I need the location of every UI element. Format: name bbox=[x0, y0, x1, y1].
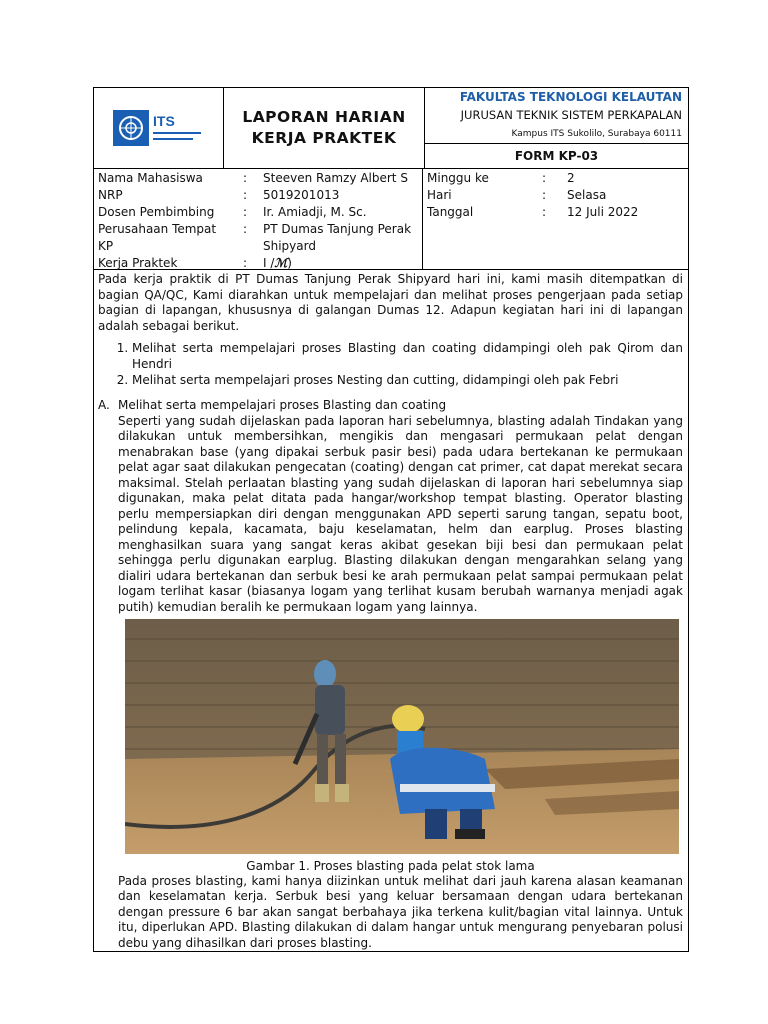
section-a-heading: A. Melihat serta mempelajari proses Blasting dan coating bbox=[98, 398, 447, 412]
student-info bbox=[94, 169, 688, 270]
section-a-after-paragraph: Pada proses blasting, kami hanya diizinkan untuk melihat dari jauh karena alasan keamanan dan keselamatan kerja. Serbuk besi yang keluar bersamaan dengan udara bertekanan dengan pressure 6 bar akan sangat berbahaya jika terkena kulit/bagian vital lainnya. Untuk itu, diperlukan APD. Blasting dilakukan di dalam hangar untuk mengurang penyebaran polusi debu yang dihasilkan dari proses blasting. bbox=[118, 873, 683, 950]
handwritten-mark: ℳ bbox=[274, 256, 288, 270]
info-row-nrp: NRP : 5019201013 bbox=[98, 188, 340, 202]
info-row-company-cont: KP Shipyard bbox=[98, 239, 316, 253]
title-line-1: LAPORAN HARIAN bbox=[242, 108, 406, 126]
info-row-kp: Kerja Praktek : I /ℳ) bbox=[98, 256, 292, 270]
report-form bbox=[93, 87, 689, 952]
info-row-supervisor: Dosen Pembimbing : Ir. Amiadji, M. Sc. bbox=[98, 205, 367, 219]
info-row-day: Hari : Selasa bbox=[427, 188, 607, 202]
department-name: JURUSAN TEKNIK SISTEM PERKAPALAN bbox=[460, 108, 682, 122]
form-header bbox=[94, 88, 688, 169]
list-item: 1. Melihat serta mempelajari proses Blasting dan coating didampingi oleh pak Qirom dan Hendri bbox=[132, 340, 683, 372]
svg-text:ITS: ITS bbox=[152, 113, 175, 129]
list-item: 2. Melihat serta mempelajari proses Nesting dan cutting, didampingi oleh pak Febri bbox=[132, 372, 683, 388]
info-row-week: Minggu ke : 2 bbox=[427, 171, 575, 185]
form-code: FORM KP-03 bbox=[514, 149, 599, 163]
faculty-name: FAKULTAS TEKNOLOGI KELAUTAN bbox=[459, 90, 682, 104]
blasting-photo bbox=[125, 619, 679, 854]
info-row-date: Tanggal : 12 Juli 2022 bbox=[427, 205, 639, 219]
title-line-2: KERJA PRAKTEK bbox=[251, 129, 397, 147]
section-a-paragraph: Seperti yang sudah dijelaskan pada laporan hari sebelumnya, blasting adalah Tindakan yang dilakukan untuk membersihkan, mengikis dan mengasari permukaan pelat dengan menabrakan base (yang dipakai serbuk pasir besi) pada udara bertekanan ke permukaan pelat agar saat dilakukan pengecatan (coating) dengan cat primer, cat dapat merekat secara maksimal. Stelah perlaatan blasting yang sudah dijelaskan di laporan hari sebelumnya siap digunakan, maka pelat ditata pada hangar/workshop tempat blasting. Operator blasting perlu mempersiapkan diri dengan menggunakan APD seperti sarung tangan, sepatu boot, pelindung kepala, kacamata, baju keselamatan, helm dan earplug. Proses blasting menghasilkan suara yang sangat keras akibat gesekan biji besi dan permukaan pelat sehingga perlu digunakan earplug. Blasting dilakukan dengan mengarahkan selang yang dialiri udara bertekanan dan serbuk besi ke arah permukaan pelat sampai permukaan pelat logam terlihat kasar (biasanya logam yang terlihat kusam berubah warnanya menjadi agak putih) kemudian beralih ke permukaan logam yang lainnya. bbox=[118, 413, 683, 614]
report-body bbox=[94, 270, 688, 951]
info-row-company: Perusahaan Tempat : PT Dumas Tanjung Perak bbox=[98, 222, 412, 236]
intro-paragraph: Pada kerja praktik di PT Dumas Tanjung Perak Shipyard hari ini, kami masih ditempatkan di bagian QA/QC, Kami diarahkan untuk mempelajari dan melihat proses pengerjaan pada setiap bagian di lapangan, khususnya di galangan Dumas 12. Adapun kegiatan hari ini di lapangan adalah sebagai berikut. bbox=[98, 272, 683, 333]
activity-list bbox=[98, 340, 683, 388]
campus-address: Kampus ITS Sukolilo, Surabaya 60111 bbox=[511, 129, 682, 139]
info-row-name: Nama Mahasiswa : Steeven Ramzy Albert S bbox=[98, 171, 408, 185]
its-logo bbox=[94, 88, 224, 168]
figure-caption: Gambar 1. Proses blasting pada pelat stok lama bbox=[246, 858, 535, 873]
report-title bbox=[224, 88, 425, 168]
